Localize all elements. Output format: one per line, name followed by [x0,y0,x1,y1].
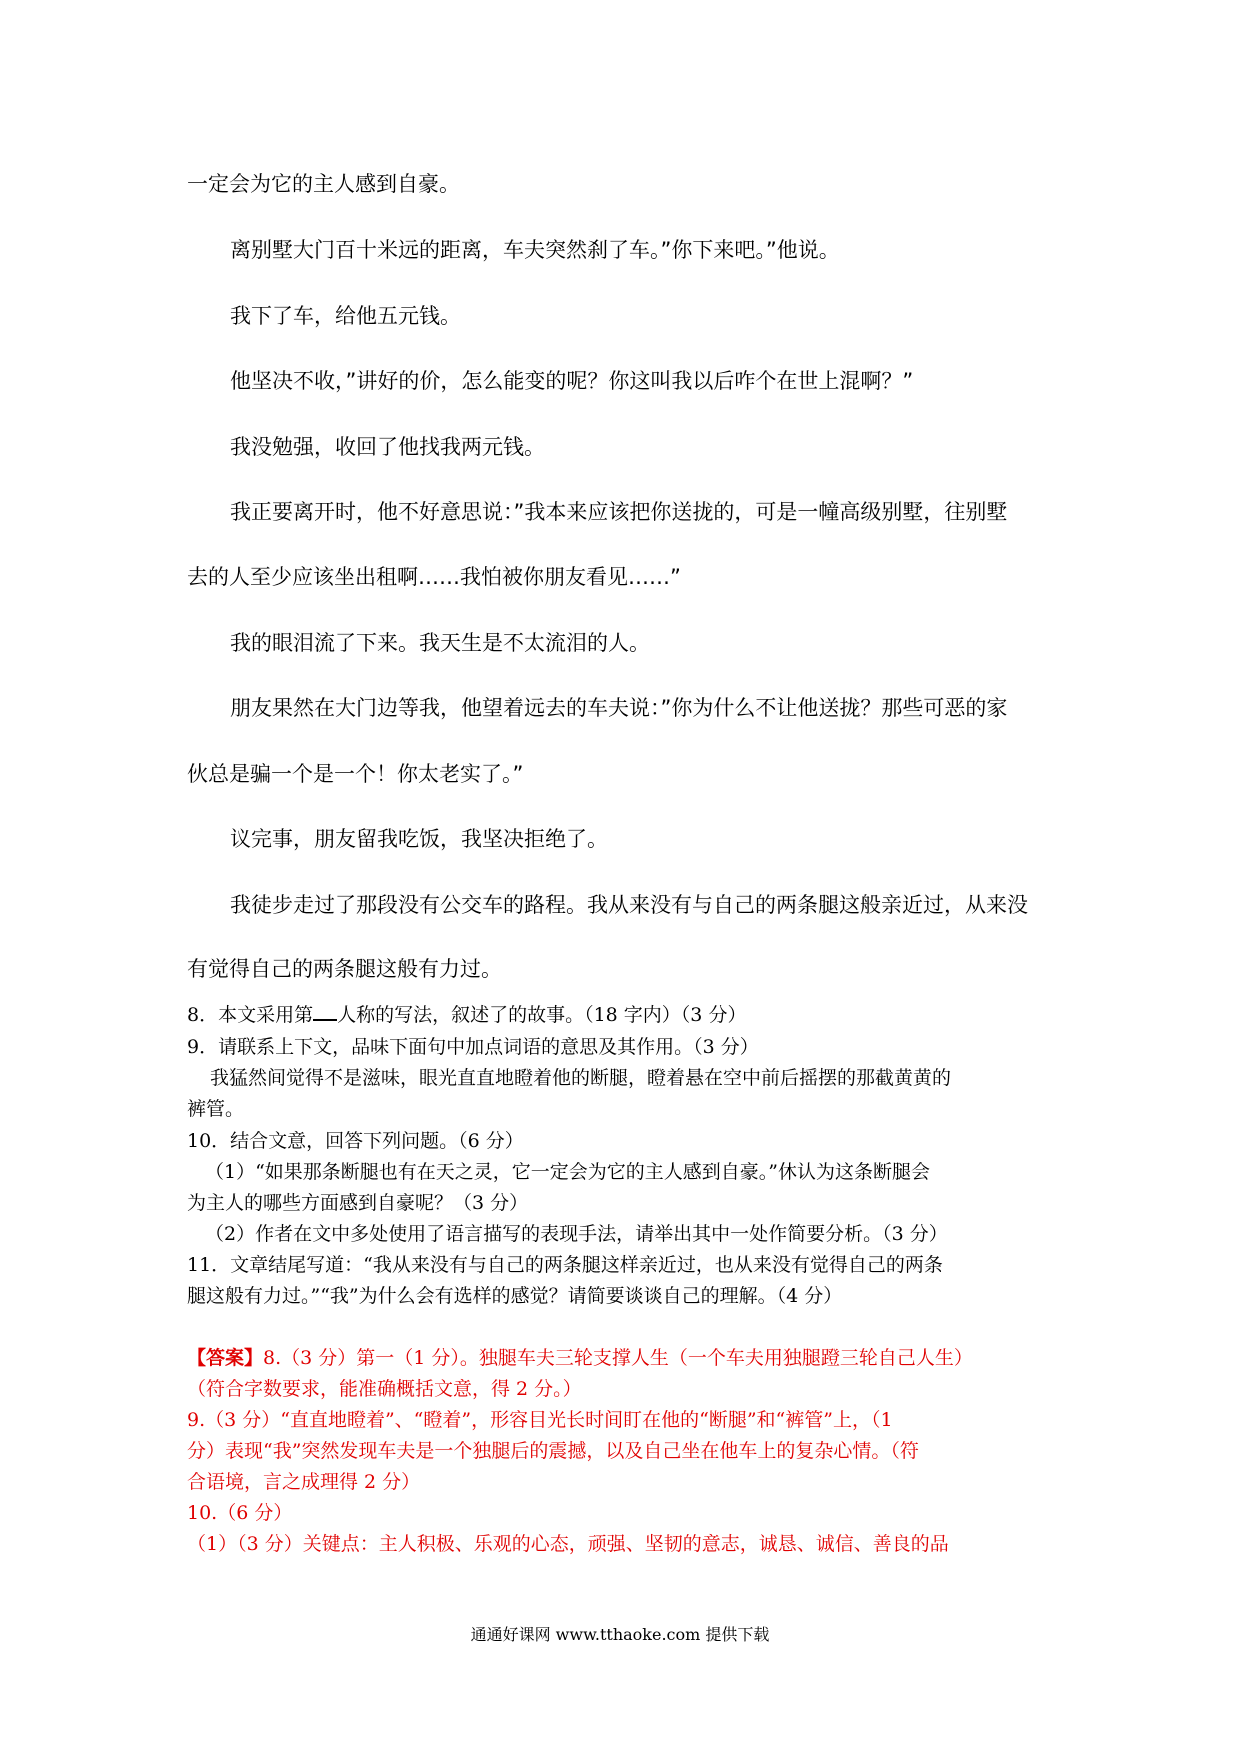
story-line: 伙总是骗一个是一个！你太老实了。” [187,762,524,786]
answer-9: 9.（3 分）“直直地瞪着”、“瞪着”，形容目光长时间盯在他的“断腿”和“裤管”上，（1 [187,1409,893,1431]
answer-8 [187,1343,973,1370]
question-8-text-after: 人称的写法，叙述了的故事。（18 字内）（3 分） [337,1004,747,1026]
story-line: 去的人至少应该坐出租啊……我怕被你朋友看见……” [187,565,681,589]
story-line: 我下了车，给他五元钱。 [230,304,461,328]
story-line: 一定会为它的主人感到自豪。 [187,172,460,196]
question-8 [187,1000,746,1027]
story-line: 我的眼泪流了下来。我天生是不太流泪的人。 [230,631,650,655]
story-line: 朋友果然在大门边等我，他望着远去的车夫说：”你为什么不让他送拢？那些可恶的家 [230,696,1008,720]
question-10-part-1: （1）“如果那条断腿也有在天之灵，它一定会为它的主人感到自豪。”休认为这条断腿会 [205,1161,931,1183]
story-line: 有觉得自己的两条腿这般有力过。 [187,957,502,981]
answer-10-part-1: （1）（3 分）关键点：主人积极、乐观的心态，顽强、坚韧的意志，诚恳、诚信、善良的品 [187,1533,949,1555]
answer-8-text: 8.（3 分）第一（1 分）。独腿车夫三轮支撑人生（一个车夫用独腿蹬三轮自己人生） [263,1347,973,1369]
question-8-text-before: 8．本文采用第 [187,1004,314,1026]
story-line: 离别墅大门百十米远的距离，车夫突然刹了车。”你下来吧。”他说。 [230,238,840,262]
story-line: 议完事，朋友留我吃饭，我坚决拒绝了。 [230,827,608,851]
question-9-quote: 裤管。 [187,1098,245,1120]
story-line: 我正要离开时，他不好意思说：”我本来应该把你送拢的，可是一幢高级别墅，往别墅 [230,500,1008,524]
answer-8: （符合字数要求，能准确概括文意，得 2 分。） [187,1378,582,1400]
question-11: 腿这般有力过。”“我”为什么会有选样的感觉？请简要谈谈自己的理解。（4 分） [187,1285,843,1307]
question-10: 10．结合文意，回答下列问题。（6 分） [187,1130,524,1152]
answer-9: 合语境，言之成理得 2 分） [187,1471,421,1493]
story-line: 我徒步走过了那段没有公交车的路程。我从来没有与自己的两条腿这般亲近过，从来没 [230,893,1028,917]
question-9-quote: 我猛然间觉得不是滋味，眼光直直地瞪着他的断腿，瞪着悬在空中前后摇摆的那截黄黄的 [210,1067,952,1089]
question-9: 9．请联系上下文，品味下面句中加点词语的意思及其作用。（3 分） [187,1036,759,1058]
question-10-part-2: （2）作者在文中多处使用了语言描写的表现手法，请举出其中一处作简要分析。（3 分） [205,1223,948,1245]
story-line: 他坚决不收，”讲好的价，怎么能变的呢？你这叫我以后咋个在世上混啊？” [230,369,914,393]
question-10-part-1: 为主人的哪些方面感到自豪呢？（3 分） [187,1192,529,1214]
story-line: 我没勉强，收回了他找我两元钱。 [230,435,545,459]
question-11: 11．文章结尾写道：“我从来没有与自己的两条腿这样亲近过，也从来没有觉得自己的两条 [187,1254,943,1276]
answer-blank [313,1003,337,1021]
answer-10: 10.（6 分） [187,1502,293,1524]
page-footer: 通通好课网 www.tthaoke.com 提供下载 [470,1625,770,1644]
answer-tag: 【答案】 [187,1347,264,1369]
answer-9: 分）表现“我”突然发现车夫是一个独腿后的震撼，以及自己坐在他车上的复杂心情。（符 [187,1440,919,1462]
